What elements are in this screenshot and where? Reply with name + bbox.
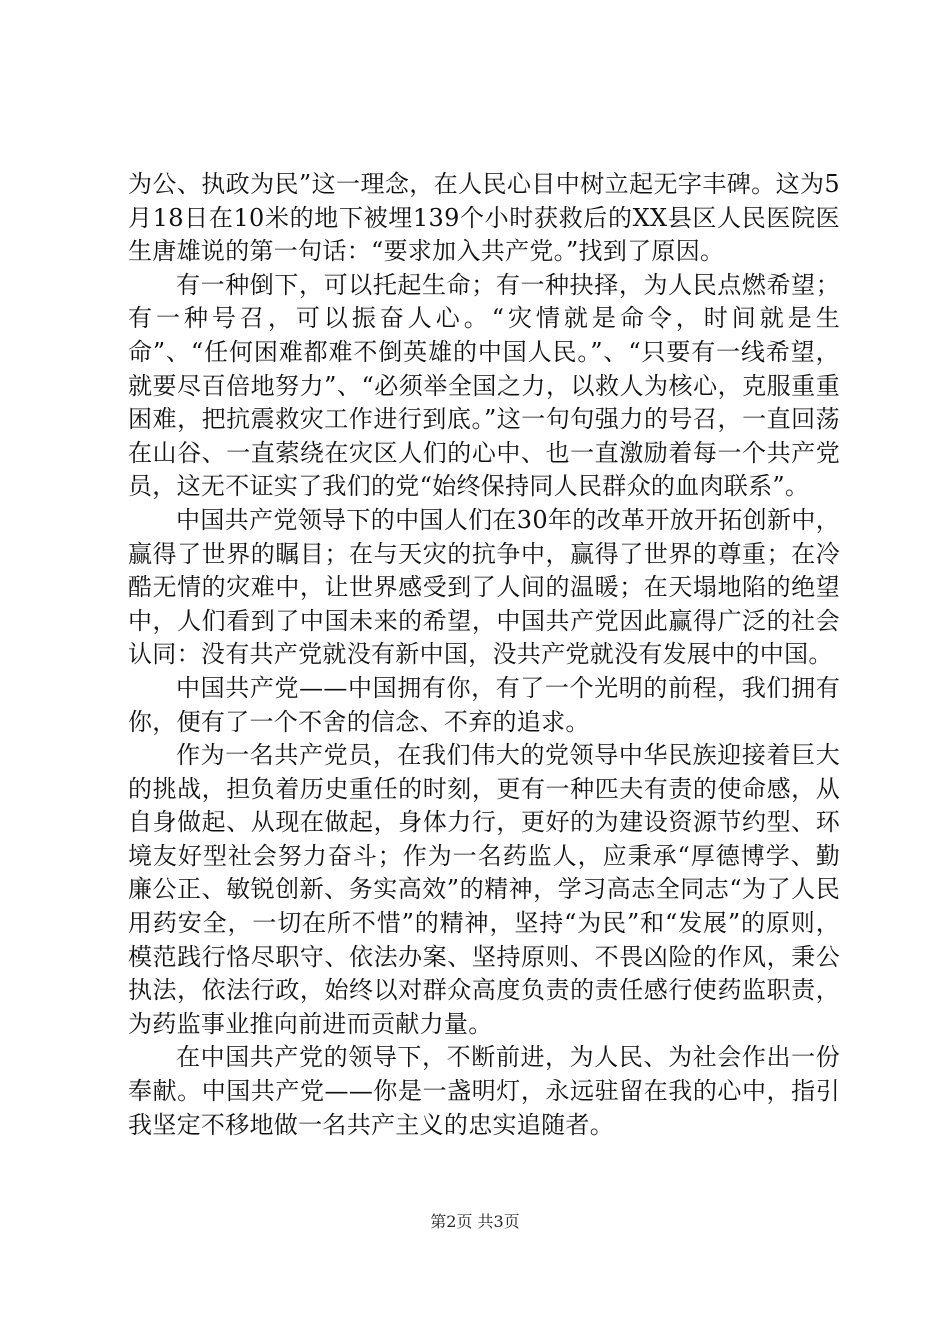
paragraph-3: 中国共产党领导下的中国人们在30年的改革开放开拓创新中，赢得了世界的瞩目；在与天灾的抗争中，赢得了世界的尊重；在冷酷无情的灾难中，让世界感受到了人间的温暖；在天塌地陷的绝望中，人们看到了中国未来的希望，中国共产党因此赢得广泛的社会认同：没有共产党就没有新中国，没共产党就没有发展中的中国。	[128, 505, 840, 669]
paragraph-4: 中国共产党——中国拥有你，有了一个光明的前程，我们拥有你，便有了一个不舍的信念、不弃的追求。	[128, 673, 840, 736]
paragraph-6: 在中国共产党的领导下，不断前进，为人民、为社会作出一份奉献。中国共产党——你是一盏明灯，永远驻留在我的心中，指引我坚定不移地做一名共产主义的忠实追随者。	[128, 1043, 840, 1139]
page-footer	[0, 1212, 950, 1232]
paragraph-1: 为公、执政为民”这一理念，在人民心目中树立起无字丰碑。这为5月18日在10米的地下被埋139个小时获救后的XX县区人民医院医生唐雄说的第一句话：“要求加入共产党。”找到了原因。	[128, 170, 840, 266]
document-body	[128, 168, 840, 1142]
paragraph-5: 作为一名共产党员，在我们伟大的党领导中华民族迎接着巨大的挑战，担负着历史重任的时刻，更有一种匹夫有责的使命感，从自身做起、从现在做起，身体力行，更好的为建设资源节约型、环境友好型社会努力奋斗；作为一名药监人，应秉承“厚德博学、勤廉公正、敏锐创新、务实高效”的精神，学习高志全同志“为了人民用药安全，一切在所不惜”的精神，坚持“为民”和“发展”的原则，模范践行恪尽职守、依法办案、坚持原则、不畏凶险的作风，秉公执法，依法行政，始终以对群众高度负责的责任感行使药监职责，为药监事业推向前进而贡献力量。	[128, 741, 840, 1038]
paragraph-2: 有一种倒下，可以托起生命；有一种抉择，为人民点燃希望；有一种号召，可以振奋人心。“灾情就是命令，时间就是生命”、“任何困难都难不倒英雄的中国人民。”、“只要有一线希望，就要尽百倍地努力”、“必须举全国之力，以救人为核心，克服重重困难，把抗震救灾工作进行到底。”这一句句强力的号召，一直回荡在山谷、一直萦绕在灾区人们的心中、也一直激励着每一个共产党员，这无不证实了我们的党“始终保持同人民群众的血肉联系”。	[128, 270, 840, 501]
page-number: 第2页 共3页	[430, 1212, 520, 1231]
